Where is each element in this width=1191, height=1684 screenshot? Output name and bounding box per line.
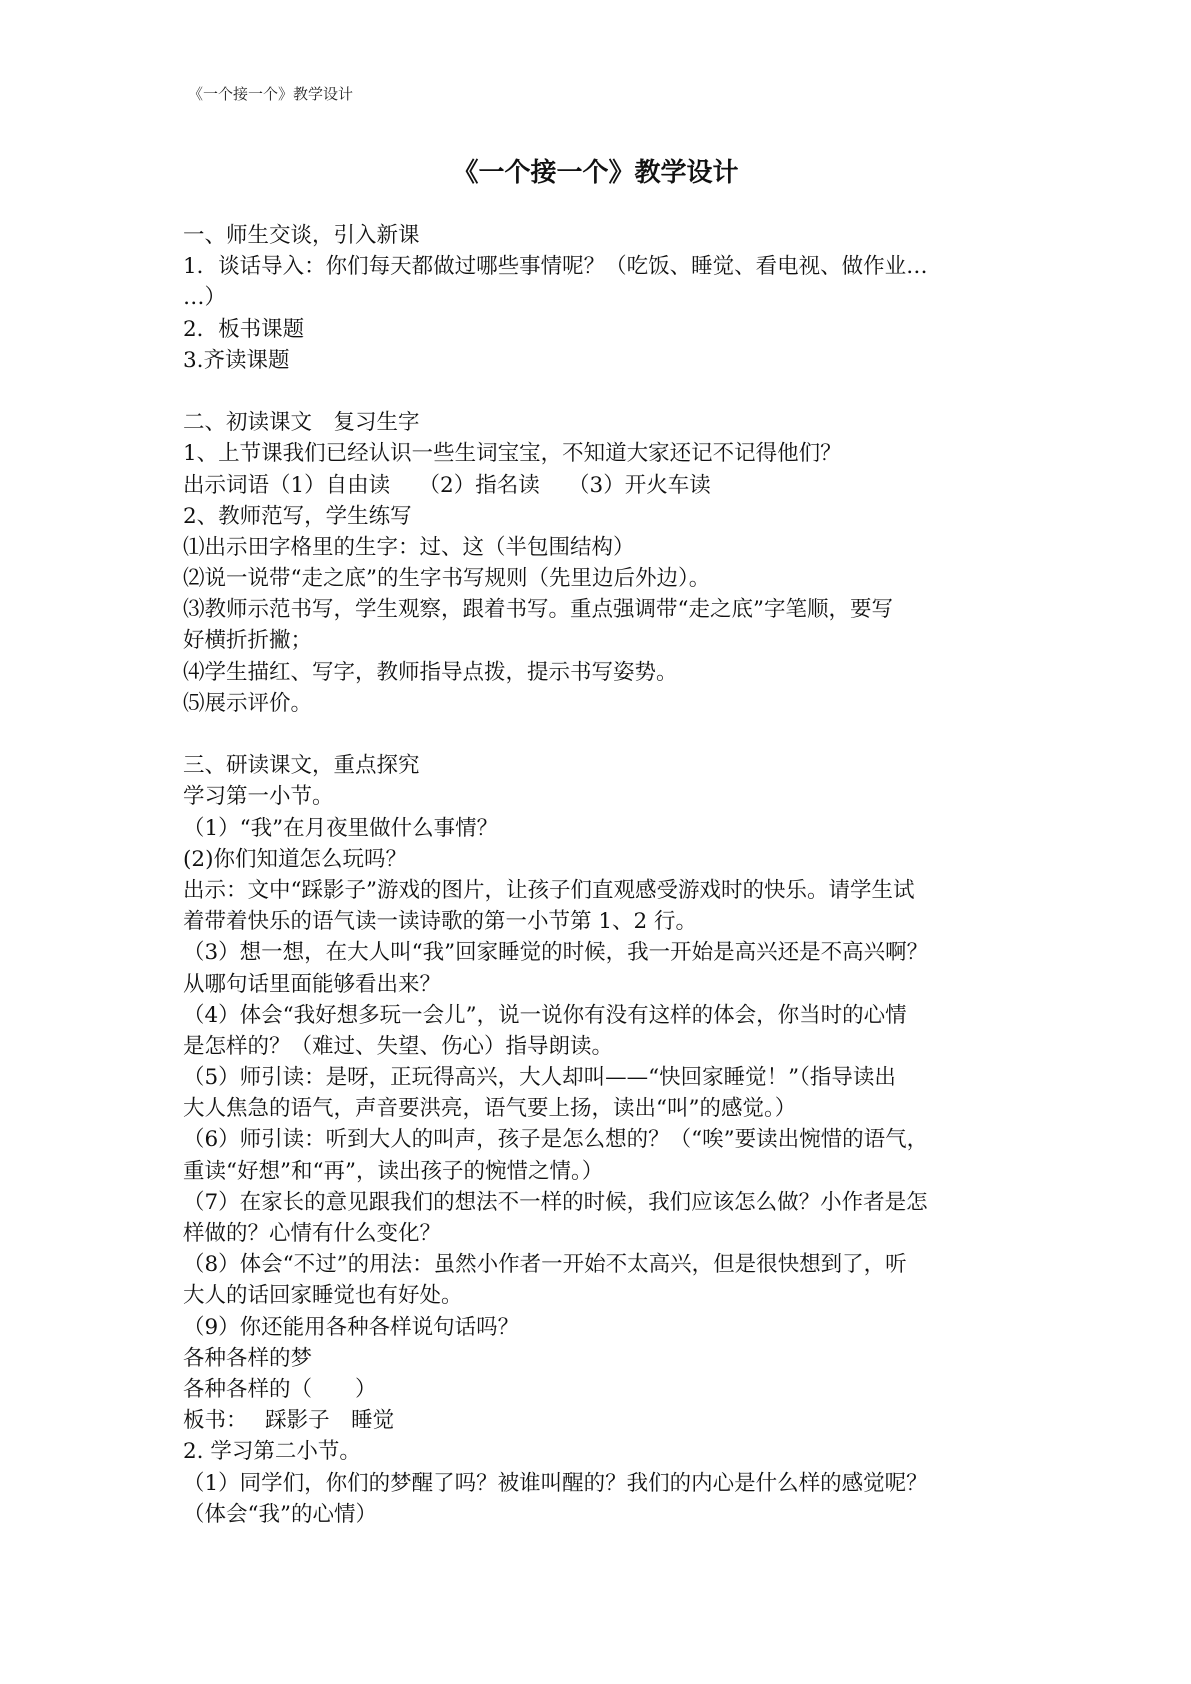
text-line: 从哪句话里面能够看出来？ (183, 971, 442, 997)
text-line: 2、教师范写，学生练写 (183, 503, 412, 529)
text-line: 各种各样的梦 (183, 1345, 313, 1371)
document-title: 《一个接一个》教学设计 (452, 158, 739, 188)
text-line: （5）师引读：是呀，正玩得高兴，大人却叫——“快回家睡觉！”（指导读出 (183, 1065, 896, 1091)
text-line: (2)你们知道怎么玩吗？ (183, 846, 407, 872)
text-line: 3.齐读课题 (183, 347, 290, 373)
text-line: 1、上节课我们已经认识一些生词宝宝，不知道大家还记不记得他们？ (183, 441, 842, 467)
text-line: （1）同学们，你们的梦醒了吗？被谁叫醒的？我们的内心是什么样的感觉呢？ (183, 1470, 928, 1496)
text-line: （4）体会“我好想多玩一会儿”，说一说你有没有这样的体会，你当时的心情 (183, 1002, 907, 1028)
text-line: （7）在家长的意见跟我们的想法不一样的时候，我们应该怎么做？小作者是怎 (183, 1189, 928, 1215)
text-line: 一、师生交谈，引入新课 (183, 223, 420, 248)
text-line: 各种各样的（ ） (183, 1376, 377, 1402)
text-line: 学习第一小节。 (183, 784, 334, 810)
text-line: 重读“好想”和“再”，读出孩子的惋惜之情。） (183, 1158, 604, 1184)
text-line: 出示词语（1）自由读 （2）指名读 （3）开火车读 (183, 472, 711, 498)
text-line: 1．谈话导入：你们每天都做过哪些事情呢？（吃饭、睡觉、看电视、做作业… (183, 254, 928, 280)
text-line: （体会“我”的心情） (183, 1501, 377, 1527)
text-line: 大人的话回家睡觉也有好处。 (183, 1283, 463, 1309)
text-line: 样做的？心情有什么变化？ (183, 1221, 442, 1246)
text-line: ⑸展示评价。 (183, 690, 313, 716)
text-line: 2. 学习第二小节。 (183, 1439, 361, 1465)
blank-line (183, 719, 1019, 750)
text-line: 三、研读课文，重点探究 (183, 753, 420, 779)
text-line: ⑵说一说带“走之底”的生字书写规则（先里边后外边）。 (183, 566, 711, 592)
text-line: 是怎样的？（难过、失望、伤心）指导朗读。 (183, 1033, 614, 1059)
text-line: 2．板书课题 (183, 316, 305, 342)
text-line: …） (183, 285, 227, 311)
text-line: （9）你还能用各种各样说句话吗？ (183, 1314, 520, 1340)
running-header: 《一个接一个》教学设计 (188, 85, 354, 103)
text-line: （3）想一想，在大人叫“我”回家睡觉的时候，我一开始是高兴还是不高兴啊？ (183, 940, 929, 966)
text-line: 好横折折撇； (183, 628, 313, 654)
text-line: ⑷学生描红、写字，教师指导点拨，提示书写姿势。 (183, 659, 678, 685)
text-line: （1）“我”在月夜里做什么事情？ (183, 815, 499, 841)
blank-line (183, 376, 1019, 407)
text-line: 着带着快乐的语气读一读诗歌的第一小节第 1、2 行。 (183, 909, 698, 935)
text-line: 二、初读课文 复习生字 (183, 410, 420, 436)
text-line: （6）师引读：听到大人的叫声，孩子是怎么想的？（“唉”要读出惋惜的语气， (183, 1127, 929, 1153)
text-line: ⑶教师示范书写，学生观察，跟着书写。重点强调带“走之底”字笔顺，要写 (183, 597, 893, 623)
text-line: 大人焦急的语气，声音要洪亮，语气要上扬，读出“叫”的感觉。） (183, 1096, 797, 1122)
text-line: 出示：文中“踩影子”游戏的图片，让孩子们直观感受游戏时的快乐。请学生试 (183, 877, 915, 903)
document-body (183, 220, 1019, 1530)
text-line: 板书： 踩影子 睡觉 (183, 1408, 395, 1434)
text-line: ⑴出示田字格里的生字：过、这（半包围结构） (183, 534, 635, 560)
text-line: （8）体会“不过”的用法：虽然小作者一开始不太高兴，但是很快想到了，听 (183, 1252, 907, 1278)
